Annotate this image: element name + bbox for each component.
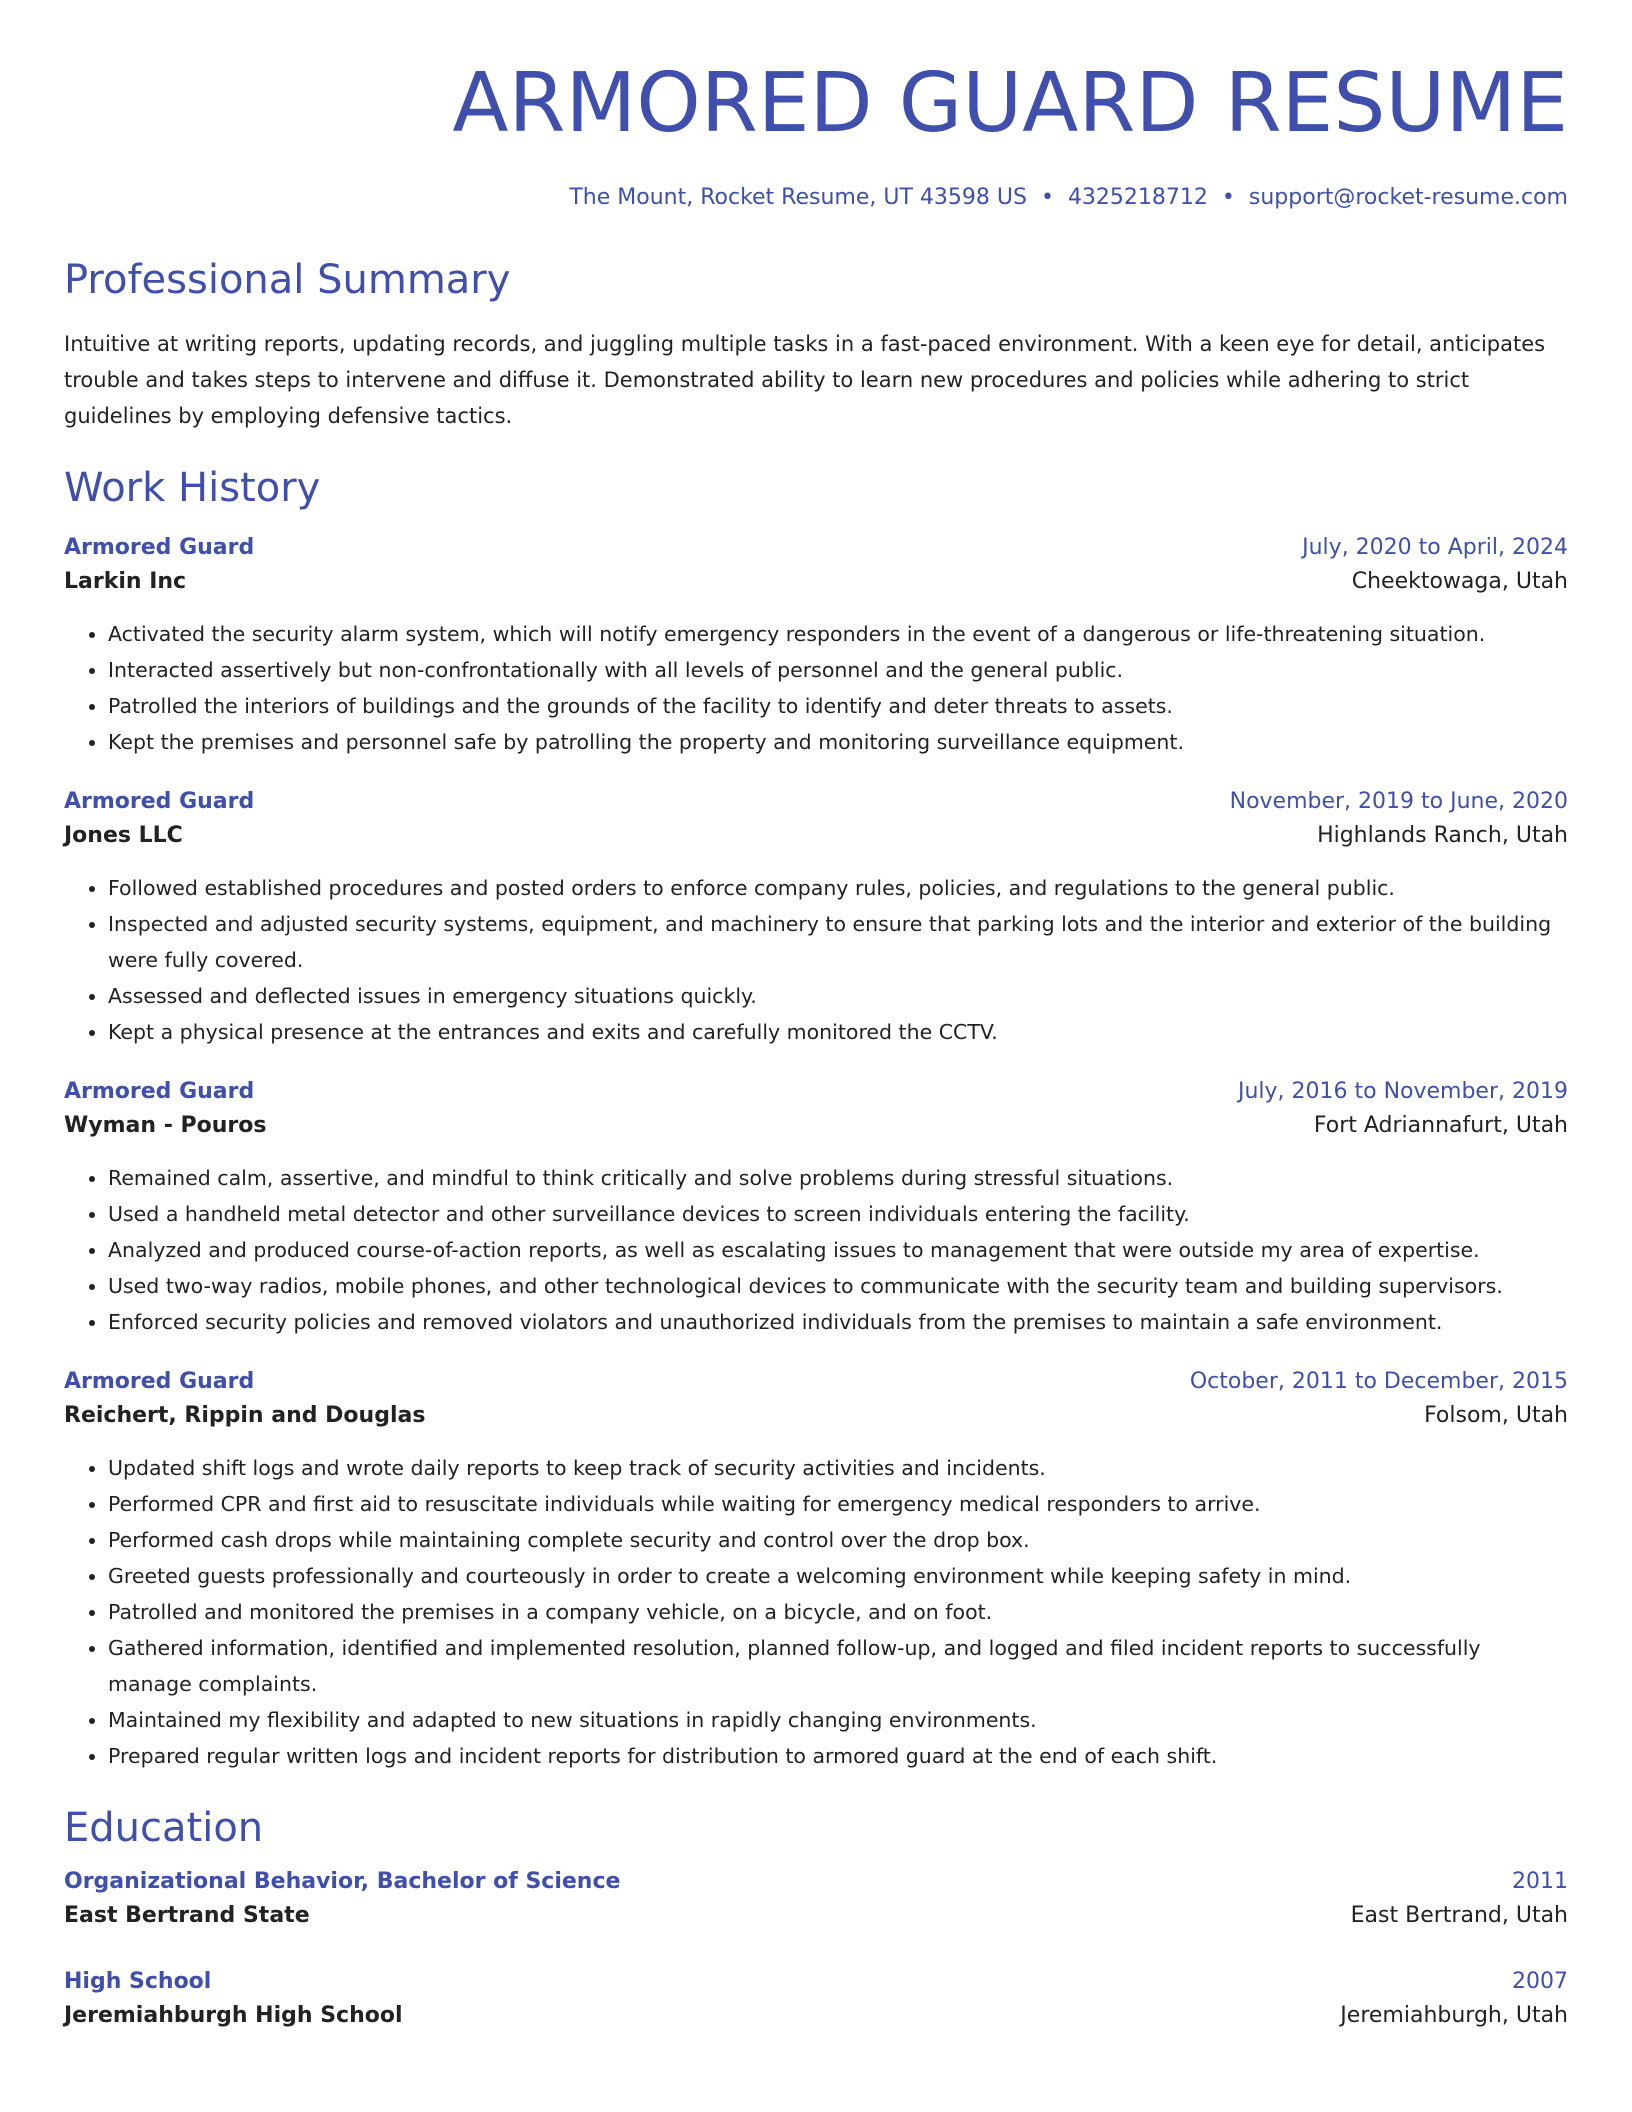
education-entry xyxy=(64,1866,1568,1934)
job-bullets xyxy=(64,1450,1568,1774)
job-bullet: • Followed established procedures and posted orders to enforce company rules, policies, and regulations to the general public. xyxy=(108,870,1568,906)
job-bullet: • Used a handheld metal detector and other surveillance devices to screen individuals entering the facility. xyxy=(108,1196,1568,1232)
job-bullet: • Kept a physical presence at the entrances and exits and carefully monitored the CCTV. xyxy=(108,1014,1568,1050)
job-role: Armored Guard xyxy=(64,789,255,814)
job-bullets xyxy=(64,870,1568,1050)
education-school: East Bertrand State xyxy=(64,1903,310,1928)
summary-text: Intuitive at writing reports, updating records, and juggling multiple tasks in a fast-paced environment. With a keen eye for detail, anticipates trouble and takes steps to intervene and diffuse it. Demonstrated ability to learn new procedures and policies while adhering to strict guidelines by employing defensive tactics. xyxy=(64,332,1546,428)
job-bullet: • Greeted guests professionally and courteously in order to create a welcoming environment while keeping safety in mind. xyxy=(108,1558,1568,1594)
education-degree: Organizational Behavior, Bachelor of Science xyxy=(64,1869,621,1894)
job-role: Armored Guard xyxy=(64,535,255,560)
contact-separator: • xyxy=(1040,185,1054,210)
resume-page xyxy=(64,0,1568,2034)
job-bullet: • Patrolled and monitored the premises in a company vehicle, on a bicycle, and on foot. xyxy=(108,1594,1568,1630)
job-bullets xyxy=(64,616,1568,760)
job-bullet: • Kept the premises and personnel safe by patrolling the property and monitoring surveillance equipment. xyxy=(108,724,1568,760)
job-entry xyxy=(64,1076,1568,1340)
education-entry xyxy=(64,1966,1568,2034)
job-location: Cheektowaga, Utah xyxy=(1351,569,1568,594)
education-location: Jeremiahburgh, Utah xyxy=(1340,2003,1568,2028)
job-bullet: • Analyzed and produced course-of-action reports, as well as escalating issues to management that were outside my area of expertise. xyxy=(108,1232,1568,1268)
job-bullet: • Prepared regular written logs and incident reports for distribution to armored guard at the end of each shift. xyxy=(108,1738,1568,1774)
job-location: Highlands Ranch, Utah xyxy=(1317,823,1568,848)
job-dates: July, 2016 to November, 2019 xyxy=(1237,1079,1568,1104)
job-bullet: • Assessed and deflected issues in emergency situations quickly. xyxy=(108,978,1568,1014)
section-title-summary: Professional Summary xyxy=(64,257,511,303)
job-company: Larkin Inc xyxy=(64,569,187,594)
contact-email[interactable]: support@rocket-resume.com xyxy=(1248,185,1568,210)
job-bullet: • Interacted assertively but non-confrontationally with all levels of personnel and the general public. xyxy=(108,652,1568,688)
job-bullet: • Performed CPR and first aid to resuscitate individuals while waiting for emergency medical responders to arrive. xyxy=(108,1486,1568,1522)
job-entry xyxy=(64,1366,1568,1774)
job-bullet: • Enforced security policies and removed violators and unauthorized individuals from the premises to maintain a safe environment. xyxy=(108,1304,1568,1340)
contact-address: The Mount, Rocket Resume, UT 43598 US xyxy=(569,185,1027,210)
job-entry xyxy=(64,532,1568,760)
job-bullet: • Updated shift logs and wrote daily reports to keep track of security activities and incidents. xyxy=(108,1450,1568,1486)
education-year: 2011 xyxy=(1512,1869,1568,1894)
job-dates: October, 2011 to December, 2015 xyxy=(1189,1369,1568,1394)
section-title-work-history: Work History xyxy=(64,465,321,511)
job-bullet: • Remained calm, assertive, and mindful to think critically and solve problems during stressful situations. xyxy=(108,1160,1568,1196)
job-bullet: • Gathered information, identified and implemented resolution, planned follow-up, and logged and filed incident reports to successfully manage complaints. xyxy=(108,1630,1568,1702)
education-year: 2007 xyxy=(1512,1969,1568,1994)
job-bullet: • Inspected and adjusted security systems, equipment, and machinery to ensure that parking lots and the interior and exterior of the building were fully covered. xyxy=(108,906,1568,978)
job-entry xyxy=(64,786,1568,1050)
job-location: Fort Adriannafurt, Utah xyxy=(1313,1113,1568,1138)
job-company: Reichert, Rippin and Douglas xyxy=(64,1403,426,1428)
job-bullet: • Maintained my flexibility and adapted to new situations in rapidly changing environments. xyxy=(108,1702,1568,1738)
job-bullet: • Patrolled the interiors of buildings and the grounds of the facility to identify and deter threats to assets. xyxy=(108,688,1568,724)
job-company: Jones LLC xyxy=(64,823,183,848)
contact-line xyxy=(64,184,1568,212)
job-role: Armored Guard xyxy=(64,1079,255,1104)
contact-phone[interactable]: 4325218712 xyxy=(1067,185,1208,210)
education-degree: High School xyxy=(64,1969,212,1994)
job-bullet: • Activated the security alarm system, which will notify emergency responders in the event of a dangerous or life-threatening situation. xyxy=(108,616,1568,652)
job-bullet: • Performed cash drops while maintaining complete security and control over the drop box. xyxy=(108,1522,1568,1558)
resume-name: ARMORED GUARD RESUME xyxy=(452,56,1568,151)
job-bullets xyxy=(64,1160,1568,1340)
education-school: Jeremiahburgh High School xyxy=(64,2003,403,2028)
education-location: East Bertrand, Utah xyxy=(1350,1903,1568,1928)
job-dates: November, 2019 to June, 2020 xyxy=(1229,789,1568,814)
job-bullet: • Used two-way radios, mobile phones, and other technological devices to communicate with the security team and building supervisors. xyxy=(108,1268,1568,1304)
section-title-education: Education xyxy=(64,1805,264,1851)
job-dates: July, 2020 to April, 2024 xyxy=(1302,535,1568,560)
job-location: Folsom, Utah xyxy=(1424,1403,1568,1428)
contact-separator: • xyxy=(1221,185,1235,210)
job-role: Armored Guard xyxy=(64,1369,255,1394)
job-company: Wyman - Pouros xyxy=(64,1113,267,1138)
